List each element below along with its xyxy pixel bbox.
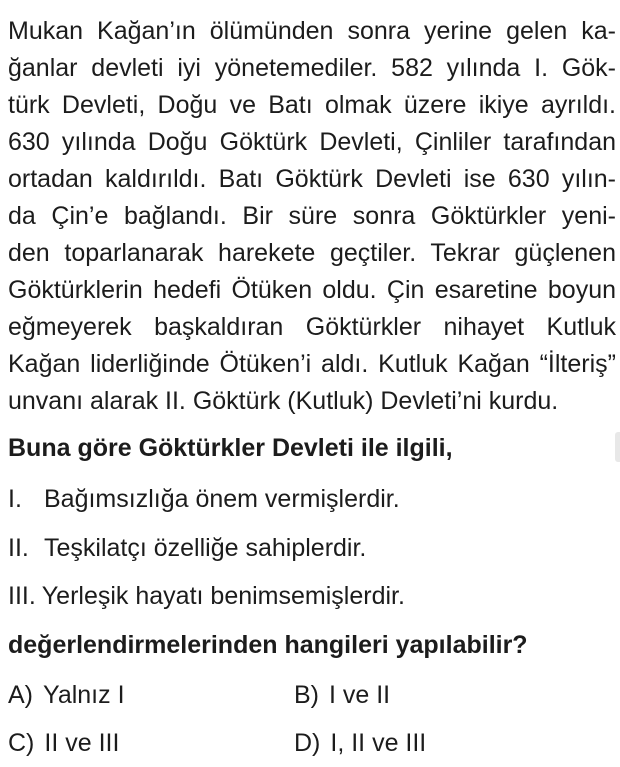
option-a[interactable] <box>8 677 125 713</box>
statement-3 <box>8 578 405 614</box>
option-text: I ve II <box>329 681 391 709</box>
page-edge-mark <box>615 432 620 462</box>
statement-text: Yerleşik hayatı benimsemişlerdir. <box>41 582 405 610</box>
passage-line: Göktürklerin hedefi Ötüken oldu. Çin esaretine boyun <box>8 276 616 304</box>
question-stem: Buna göre Göktürkler Devleti ile ilgili, <box>8 434 453 462</box>
passage-line: Mukan Kağan’ın ölümünden sonra yerine gelen ka- <box>8 17 616 45</box>
option-c[interactable] <box>8 725 119 761</box>
passage-line: türk Devleti, Doğu ve Batı olmak üzere ikiye ayrıldı. <box>8 91 616 119</box>
passage-line: da Çin’e bağlandı. Bir süre sonra Göktürkler yeni- <box>8 202 616 230</box>
statement-number: II. <box>8 534 29 562</box>
statement-1 <box>8 481 400 517</box>
question-prompt: değerlendirmelerinden hangileri yapılabilir? <box>8 631 528 659</box>
passage-line: ğanlar devleti iyi yönetemediler. 582 yılında I. Gök- <box>8 54 616 82</box>
option-text: II ve III <box>44 729 120 757</box>
option-d[interactable] <box>294 725 426 761</box>
passage-line: unvanı alarak II. Göktürk (Kutluk) Devleti’ni kurdu. <box>8 387 559 415</box>
passage-line: eğmeyerek başkaldıran Göktürkler nihayet Kutluk <box>8 313 616 341</box>
statement-number: III. <box>8 582 36 610</box>
option-text: I, II ve III <box>330 729 427 757</box>
statement-2 <box>8 530 366 566</box>
passage-line: ortadan kaldırıldı. Batı Göktürk Devleti ise 630 yılın- <box>8 165 616 193</box>
statement-text: Bağımsızlığa önem vermişlerdir. <box>44 485 400 513</box>
option-letter: C) <box>8 729 35 757</box>
option-text: Yalnız I <box>43 681 125 709</box>
option-b[interactable] <box>294 677 390 713</box>
passage-line: Kağan liderliğinde Ötüken’i aldı. Kutluk Kağan “İlteriş” <box>8 350 616 378</box>
statement-number: I. <box>8 485 22 513</box>
option-letter: A) <box>8 681 33 709</box>
statement-text: Teşkilatçı özelliğe sahiplerdir. <box>44 534 367 562</box>
passage-line: den toparlanarak harekete geçtiler. Tekrar güçlenen <box>8 239 616 267</box>
passage-line: 630 yılında Doğu Göktürk Devleti, Çinliler tarafından <box>8 128 616 156</box>
option-letter: D) <box>294 729 321 757</box>
option-letter: B) <box>294 681 319 709</box>
